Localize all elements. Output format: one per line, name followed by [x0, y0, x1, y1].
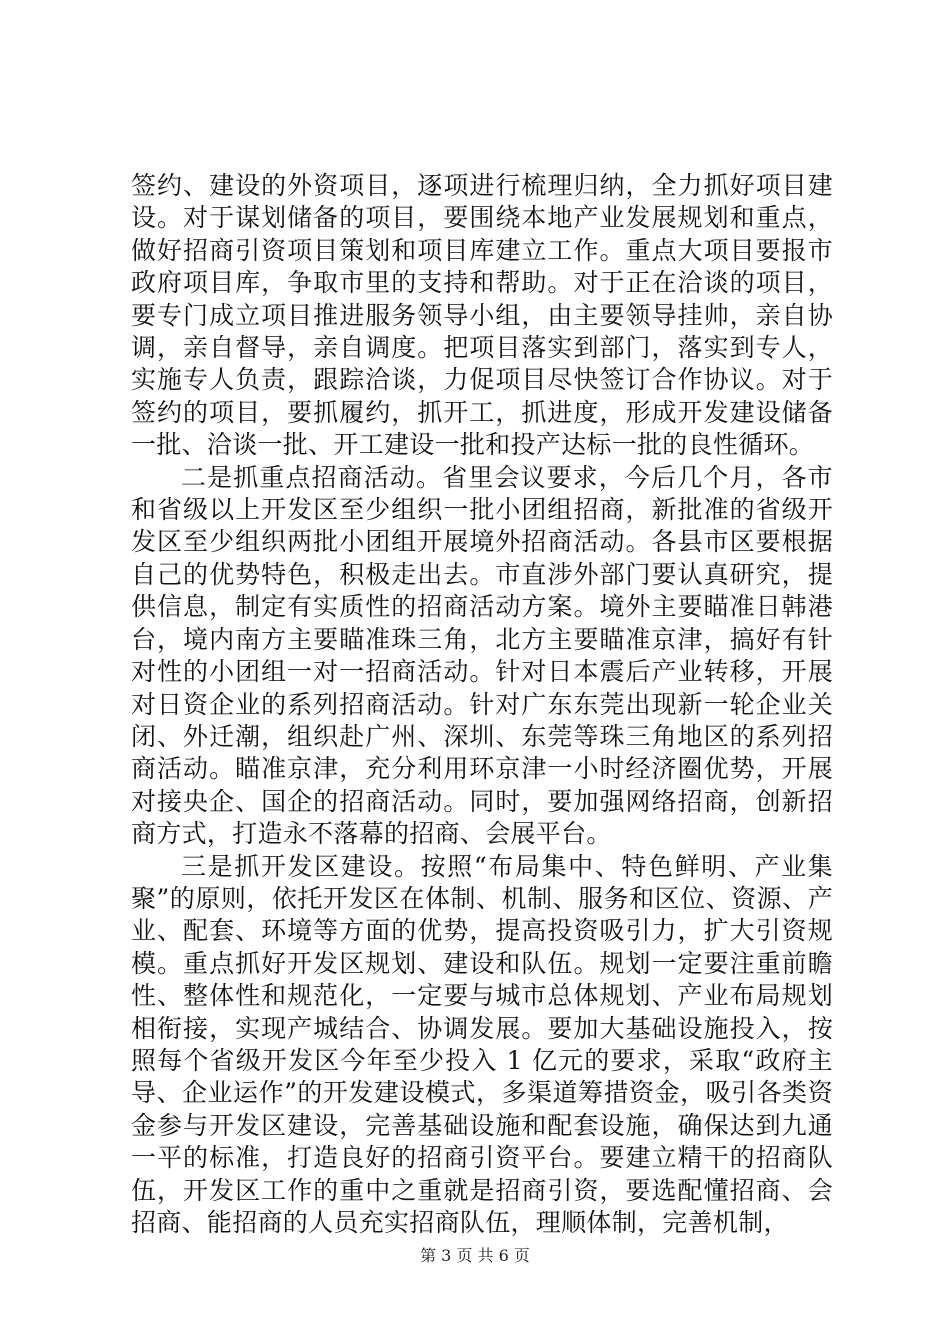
paragraph-3: 三是抓开发区建设。按照“布局集中、特色鲜明、产业集聚”的原则，依托开发区在体制、机制、服务和区位、资源、产业、配套、环境等方面的优势，提高投资吸引力，扩大引资规模。重点抓好开发区规划、建设和队伍。规划一定要注重前瞻性、整体性和规范化，一定要与城市总体规划、产业布局规划相衔接，实现产城结合、协调发展。要加大基础设施投入，按照每个省级开发区今年至少投入 1 亿元的要求，采取“政府主导、企业运作”的开发建设模式，多渠道筹措资金，吸引各类资金参与开发区建设，完善基础设施和配套设施，确保达到九通一平的标准，打造良好的招商引资平台。要建立精干的招商队伍，开发区工作的重中之重就是招商引资，要选配懂招商、会招商、能招商的人员充实招商队伍，理顺体制，完善机制，	[131, 851, 833, 1237]
paragraph-1: 签约、建设的外资项目，逐项进行梳理归纳，全力抓好项目建设。对于谋划储备的项目，要围绕本地产业发展规划和重点，做好招商引资项目策划和项目库建立工作。重点大项目要报市政府项目库，争取市里的支持和帮助。对于正在洽谈的项目，要专门成立项目推进服务领导小组，由主要领导挂帅，亲自协调，亲自督导，亲自调度。把项目落实到部门，落实到专人，实施专人负责，跟踪洽谈，力促项目尽快签订合作协议。对于签约的项目，要抓履约，抓开工，抓进度，形成开发建设储备一批、洽谈一批、开工建设一批和投产达标一批的良性循环。	[131, 171, 833, 460]
document-body	[131, 170, 833, 1239]
page-number-footer: 第 3 页 共 6 页	[420, 1246, 530, 1265]
paragraph-2: 二是抓重点招商活动。省里会议要求，今后几个月，各市和省级以上开发区至少组织一批小团组招商，新批准的省级开发区至少组织两批小团组开展境外招商活动。各县市区要根据自己的优势特色，积极走出去。市直涉外部门要认真研究，提供信息，制定有实质性的招商活动方案。境外主要瞄准日韩港台，境内南方主要瞄准珠三角，北方主要瞄准京津，搞好有针对性的小团组一对一招商活动。针对日本震后产业转移，开展对日资企业的系列招商活动。针对广东东莞出现新一轮企业关闭、外迁潮，组织赴广州、深圳、东莞等珠三角地区的系列招商活动。瞄准京津，充分利用环京津一小时经济圈优势，开展对接央企、国企的招商活动。同时，要加强网络招商，创新招商方式，打造永不落幕的招商、会展平台。	[131, 462, 833, 849]
